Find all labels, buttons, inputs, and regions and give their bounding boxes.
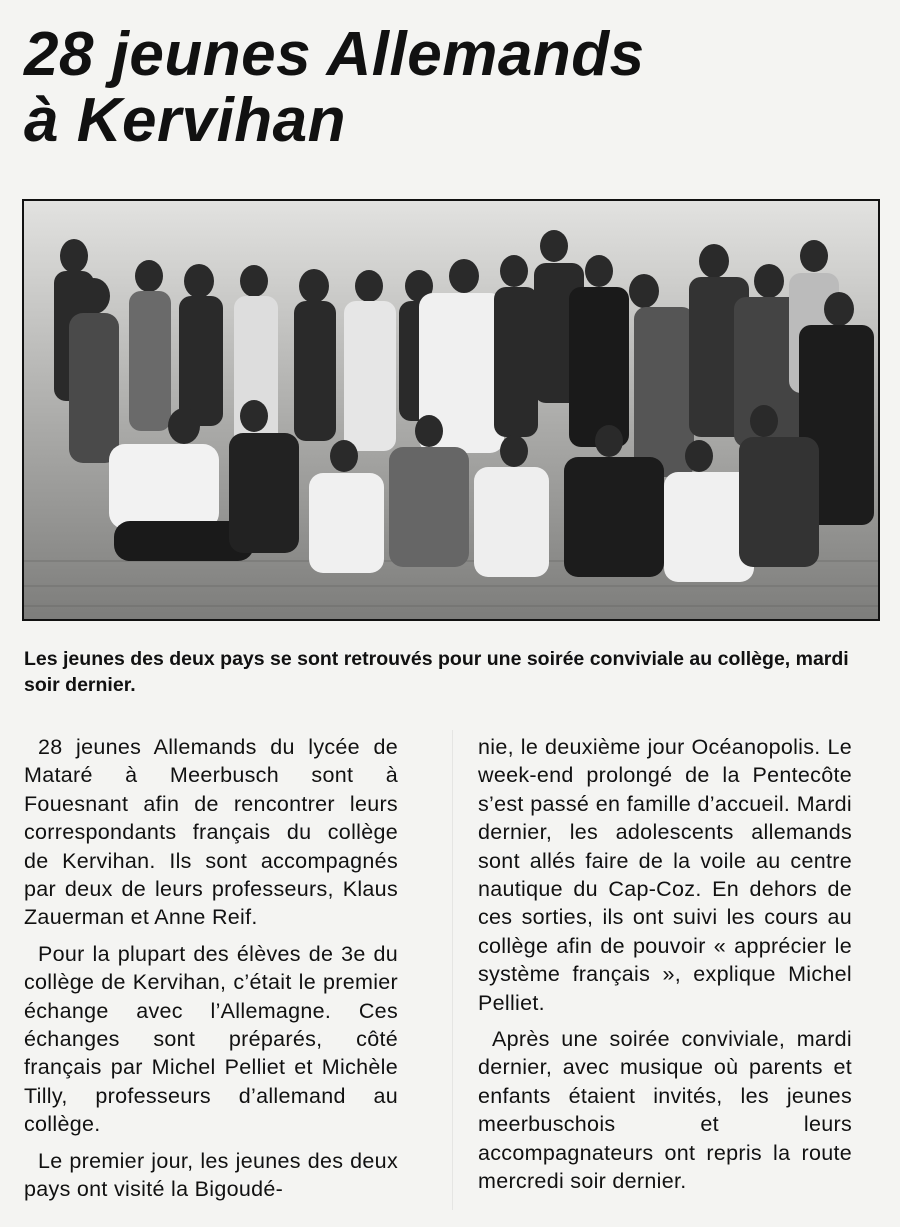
article-column-left — [24, 733, 398, 1212]
paragraph: 28 jeunes Allemands du lycée de Mataré à Meerbusch sont à Fouesnant afin de rencontrer leurs correspondants français du collège de Kervihan. Ils sont accompagnés par deux de leurs professeurs, Klaus Zauerman et Anne Reif. — [24, 735, 398, 930]
paragraph: Le premier jour, les jeunes des deux pays ont visité la Bigoudé- — [24, 1148, 398, 1202]
headline-line-1: 28 jeunes Allemands — [24, 20, 645, 89]
paragraph: nie, le deuxième jour Océanopolis. Le week-end prolongé de la Pentecôte s’est passé en famille d’accueil. Mardi dernier, les adolescents allemands sont allés faire de la voile au centre nautique du Cap-Coz. En dehors de ces sorties, ils ont suivi les cours au collège afin de pouvoir « apprécier le système français », explique Michel Pelliet. — [478, 735, 852, 1015]
headline — [24, 22, 784, 154]
group-photo-icon — [24, 201, 878, 619]
photo-caption: Les jeunes des deux pays se sont retrouvés pour une soirée conviviale au collège, mardi soir dernier. — [24, 648, 849, 696]
headline-line-2: à Kervihan — [24, 86, 347, 155]
paragraph: Pour la plupart des élèves de 3e du collège de Kervihan, c’était le premier échange avec l’Allemagne. Ces échanges sont préparés, côté français par Michel Pelliet et Michèle Tilly, professeurs d’allemand au collège. — [24, 941, 398, 1137]
paragraph: Après une soirée conviviale, mardi dernier, avec musique où parents et enfants étaient invités, les jeunes meerbuschois et leurs accompagnateurs ont repris la route mercredi soir dernier. — [478, 1027, 852, 1194]
article-column-right — [478, 733, 852, 1204]
column-divider — [452, 730, 453, 1210]
group-photo — [22, 199, 880, 621]
